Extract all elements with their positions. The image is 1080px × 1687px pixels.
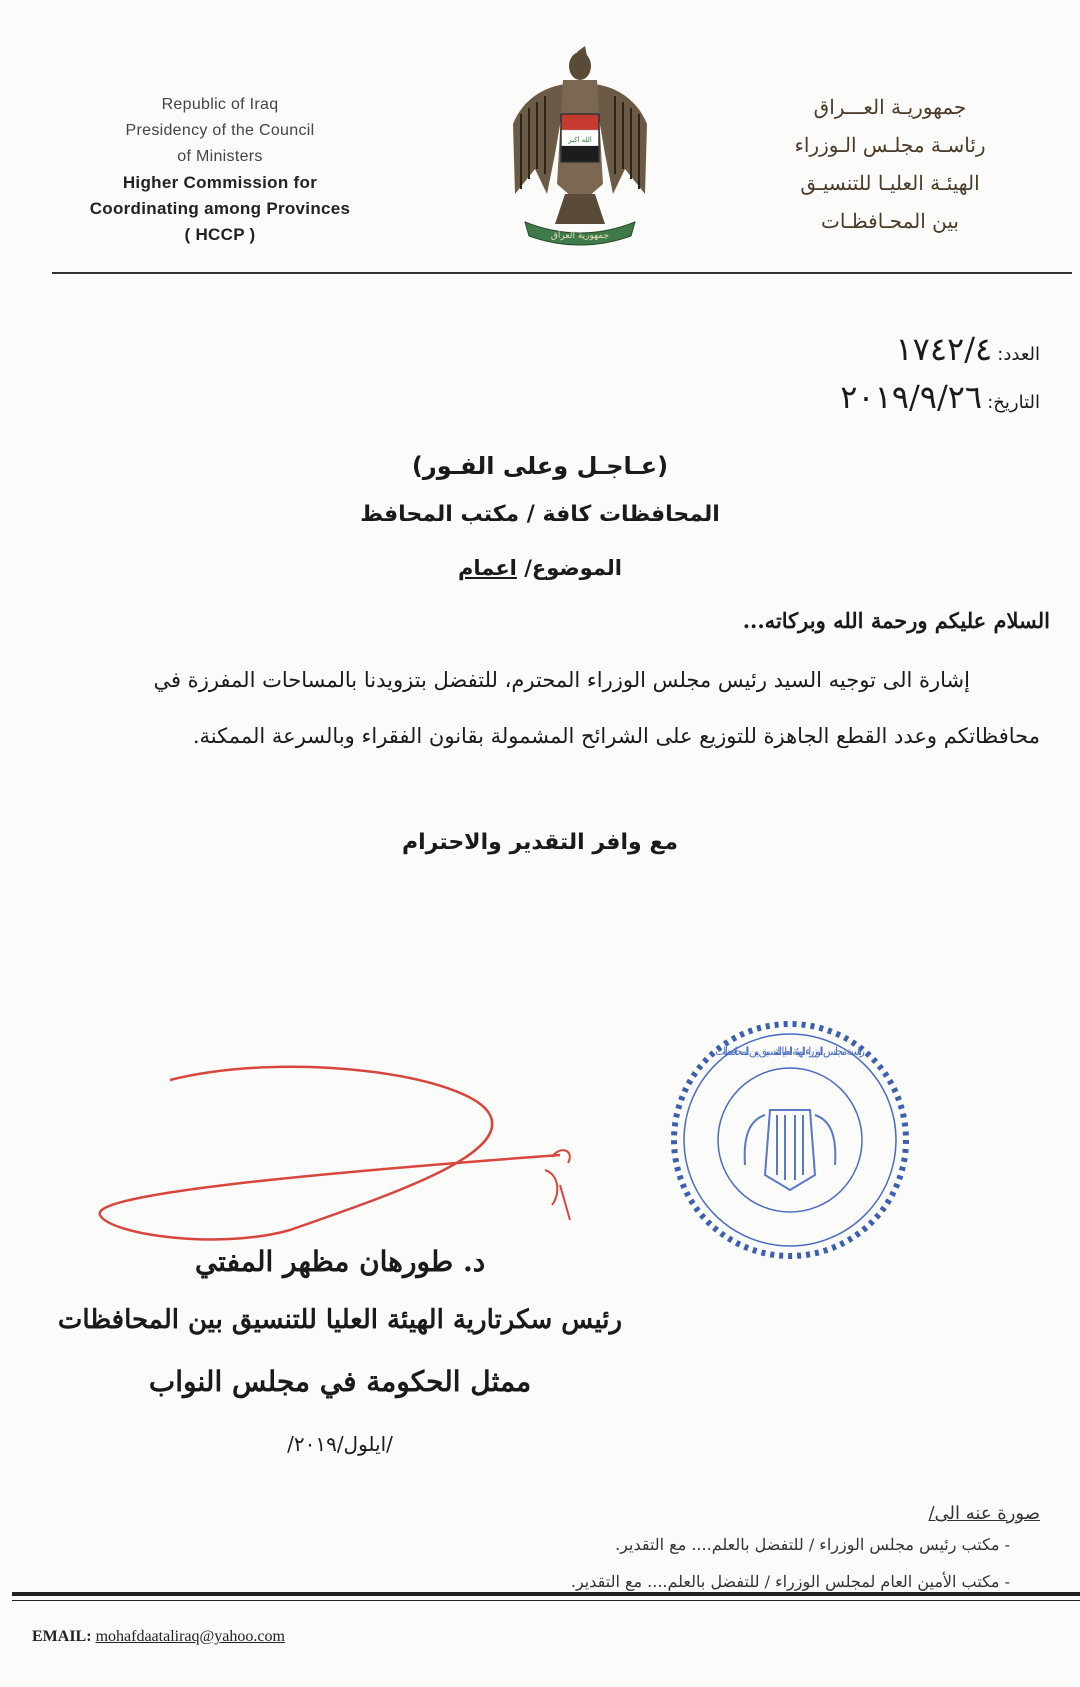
header-ar-line2: رئاسـة مجلـس الـوزراء: [794, 133, 986, 157]
closing-line: مع وافر التقدير والاحترام: [402, 830, 678, 855]
header-en-line4: Higher Commission for: [122, 173, 318, 192]
document-number: [895, 330, 1040, 368]
copy-to-item-1: - مكتب رئيس مجلس الوزراء / للتفضل بالعلم.... مع التقدير.: [615, 1535, 1010, 1554]
recipient: المحافظات كافة / مكتب المحافظ: [360, 502, 720, 527]
copy-to-item-2: - مكتب الأمين العام لمجلس الوزراء / للتفضل بالعلم.... مع التقدير.: [570, 1572, 1010, 1591]
seal-text: رئاسة مجلس الوزراء الهيئة العليا للتنسيق بين المحافظات: [715, 1045, 865, 1058]
urgency-note: (عـاجـل وعلى الفـور): [411, 452, 669, 480]
signature-date: /ايلول/٢٠١٩/: [287, 1432, 393, 1456]
footer-divider-thin: [12, 1600, 1080, 1601]
header-en-line3: of Ministers: [177, 148, 263, 165]
signatory-title-2: ممثل الحكومة في مجلس النواب: [148, 1365, 532, 1398]
number-label: العدد:: [997, 344, 1040, 365]
body-line-1: إشارة الى توجيه السيد رئيس مجلس الوزراء المحترم، للتفضل بتزويدنا بالمساحات المفرزة في: [153, 668, 970, 692]
date-label: التاريخ:: [987, 392, 1040, 413]
copy-to-label-text: صورة عنه الى/: [928, 1503, 1040, 1524]
subject-value: اعمام: [457, 556, 517, 580]
official-seal-icon: [665, 1015, 915, 1265]
header-arabic: [740, 88, 1040, 240]
emblem-banner-text: جمهورية العراق: [550, 231, 610, 241]
header-en-line6: ( HCCP ): [184, 225, 256, 244]
header-divider: [52, 272, 1072, 274]
header-ar-line1: جمهوريـة العـــراق: [813, 95, 967, 119]
header-en-line1: Republic of Iraq: [161, 96, 279, 113]
svg-text:الله اكبر: الله اكبر: [568, 136, 592, 144]
header-ar-line3: الهيئـة العليـا للتنسيـق: [800, 171, 980, 195]
subject-line: [0, 556, 1080, 580]
iraq-eagle-emblem-icon: [505, 44, 655, 254]
number-value: ١٧٤٢/٤: [895, 330, 993, 368]
copy-to-label: [928, 1503, 1040, 1524]
email-address: mohafdaataliraq@yahoo.com: [95, 1628, 285, 1645]
header-english: [40, 92, 400, 248]
header-en-line5: Coordinating among Provinces: [89, 199, 351, 218]
subject-label: الموضوع/: [524, 556, 623, 580]
footer-divider-thick: [12, 1592, 1080, 1596]
greeting: السلام عليكم ورحمة الله وبركاته...: [742, 608, 1050, 633]
header-ar-line4: بين المحـافظـات: [820, 209, 959, 233]
footer-email: [32, 1628, 285, 1646]
signatory-name: د. طورهان مظهر المفتي: [194, 1245, 486, 1278]
signatory-title-1: رئيس سكرتارية الهيئة العليا للتنسيق بين المحافظات: [57, 1305, 623, 1335]
date-value: ٢٠١٩/٩/٢٦: [840, 378, 983, 416]
body-line-2: محافظاتكم وعدد القطع الجاهزة للتوزيع على الشرائح المشمولة بقانون الفقراء وبالسرعة الممكنة.: [192, 724, 1040, 748]
email-label: EMAIL:: [32, 1628, 92, 1645]
handwritten-signature-icon: [90, 1045, 610, 1245]
document-date: [840, 378, 1040, 416]
header-en-line2: Presidency of the Council: [125, 122, 315, 139]
